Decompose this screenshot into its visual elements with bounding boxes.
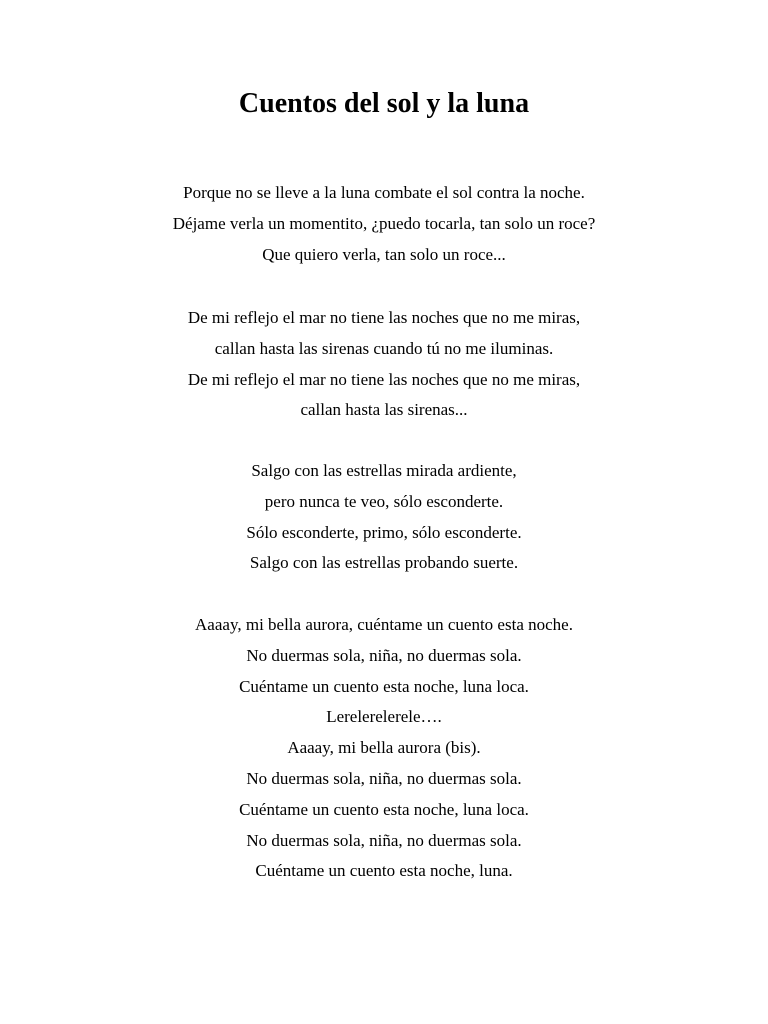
- verse-line: Cuéntame un cuento esta noche, luna.: [255, 861, 513, 881]
- verse-line: No duermas sola, niña, no duermas sola.: [246, 768, 522, 788]
- verse-line: No duermas sola, niña, no duermas sola.: [246, 830, 522, 850]
- verse-line: Aaaay, mi bella aurora, cuéntame un cuento esta noche.: [195, 615, 573, 634]
- verse-line: Que quiero verla, tan solo un roce...: [262, 244, 506, 264]
- verse-line: callan hasta las sirenas cuando tú no me iluminas.: [214, 338, 554, 358]
- document-title: Cuentos del sol y la luna: [238, 88, 530, 119]
- stanza: [0, 610, 768, 887]
- stanza: [0, 303, 768, 426]
- verse-line: Salgo con las estrellas probando suerte.: [249, 553, 519, 573]
- verse-line: Déjame verla un momentito, ¿puedo tocarla, tan solo un roce?: [172, 213, 596, 233]
- verse-line: Sólo esconderte, primo, sólo esconderte.: [246, 522, 522, 542]
- verse-line: De mi reflejo el mar no tiene las noches que no me miras,: [187, 308, 581, 327]
- verse-line: Cuéntame un cuento esta noche, luna loca.: [239, 799, 529, 819]
- verse-line: pero nunca te veo, sólo esconderte.: [264, 491, 504, 511]
- verse-line: Cuéntame un cuento esta noche, luna loca.: [239, 676, 529, 696]
- verse-line: De mi reflejo el mar no tiene las noches que no me miras,: [187, 369, 581, 389]
- stanza: [0, 178, 768, 270]
- verse-line: Aaaay, mi bella aurora (bis).: [287, 738, 481, 758]
- verse-line: Porque no se lleve a la luna combate el sol contra la noche.: [183, 183, 585, 202]
- verse-line: callan hasta las sirenas...: [300, 400, 468, 420]
- stanza: [0, 456, 768, 579]
- verse-line: No duermas sola, niña, no duermas sola.: [246, 645, 522, 665]
- verse-line: Salgo con las estrellas mirada ardiente,: [251, 461, 517, 480]
- verse-line: Lerelerelerele….: [326, 707, 442, 727]
